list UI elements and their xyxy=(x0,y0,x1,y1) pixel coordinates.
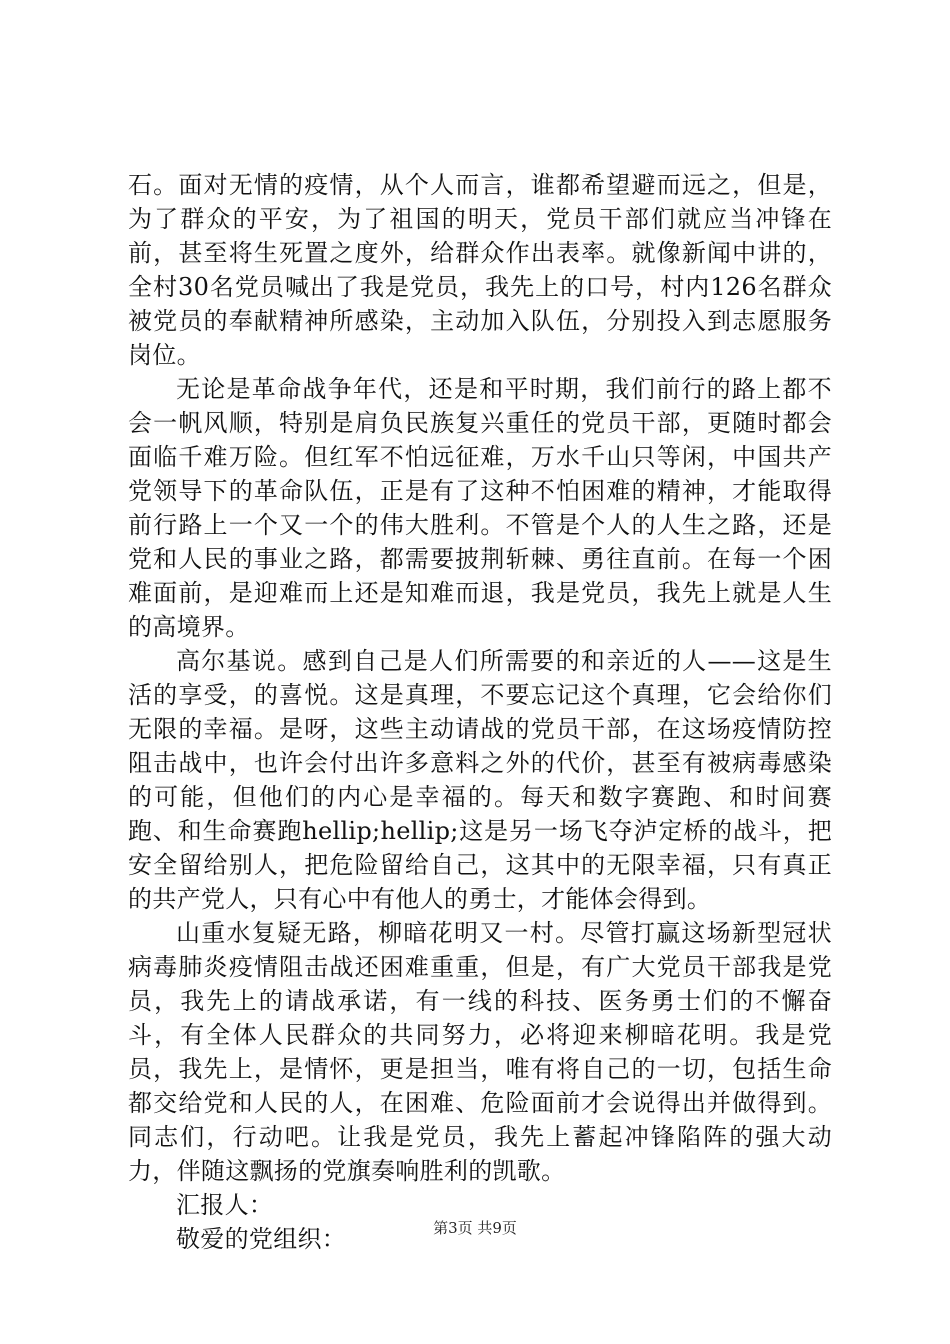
paragraph-3: 高尔基说。感到自己是人们所需要的和亲近的人——这是生活的享受，的喜悦。这是真理，不要忘记这个真理，它会给你们无限的幸福。是呀，这些主动请战的党员干部，在这场疫情防控阻击战中，也许会付出许多意料之外的代价，甚至有被病毒感染的可能，但他们的内心是幸福的。每天和数字赛跑、和时间赛跑、和生命赛跑hellip;hellip;这是另一场飞夺泸定桥的战斗，把安全留给别人，把危险留给自己，这其中的无限幸福，只有真正的共产党人，只有心中有他人的勇士，才能体会得到。 xyxy=(128,647,832,913)
paragraph-2: 无论是革命战争年代，还是和平时期，我们前行的路上都不会一帆风顺，特别是肩负民族复兴重任的党员干部，更随时都会面临千难万险。但红军不怕远征难，万水千山只等闲，中国共产党领导下的革命队伍，正是有了这种不怕困难的精神，才能取得前行路上一个又一个的伟大胜利。不管是个人的人生之路，还是党和人民的事业之路，都需要披荆斩棘、勇往直前。在每一个困难面前，是迎难而上还是知难而退，我是党员，我先上就是人生的高境界。 xyxy=(128,375,832,641)
paragraph-4: 山重水复疑无路，柳暗花明又一村。尽管打赢这场新型冠状病毒肺炎疫情阻击战还困难重重，但是，有广大党员干部我是党员，我先上的请战承诺，有一线的科技、医务勇士们的不懈奋斗，有全体人民群众的共同努力，必将迎来柳暗花明。我是党员，我先上，是情怀，更是担当，唯有将自己的一切，包括生命都交给党和人民的人，在困难、危险面前才会说得出并做得到。同志们，行动吧。让我是党员，我先上蓄起冲锋陷阵的强大动力，伴随这飘扬的党旗奏响胜利的凯歌。 xyxy=(128,919,832,1185)
document-body xyxy=(128,168,832,1256)
paragraph-1: 石。面对无情的疫情，从个人而言，谁都希望避而远之，但是，为了群众的平安，为了祖国的明天，党员干部们就应当冲锋在前，甚至将生死置之度外，给群众作出表率。就像新闻中讲的，全村30名党员喊出了我是党员，我先上的口号，村内126名群众被党员的奉献精神所感染，主动加入队伍，分别投入到志愿服务岗位。 xyxy=(128,171,832,369)
reporter-line: 汇报人： xyxy=(176,1191,274,1219)
salutation-line: 敬爱的党组织： xyxy=(176,1225,347,1253)
page-number-footer: 第3页 共9页 xyxy=(433,1219,517,1237)
